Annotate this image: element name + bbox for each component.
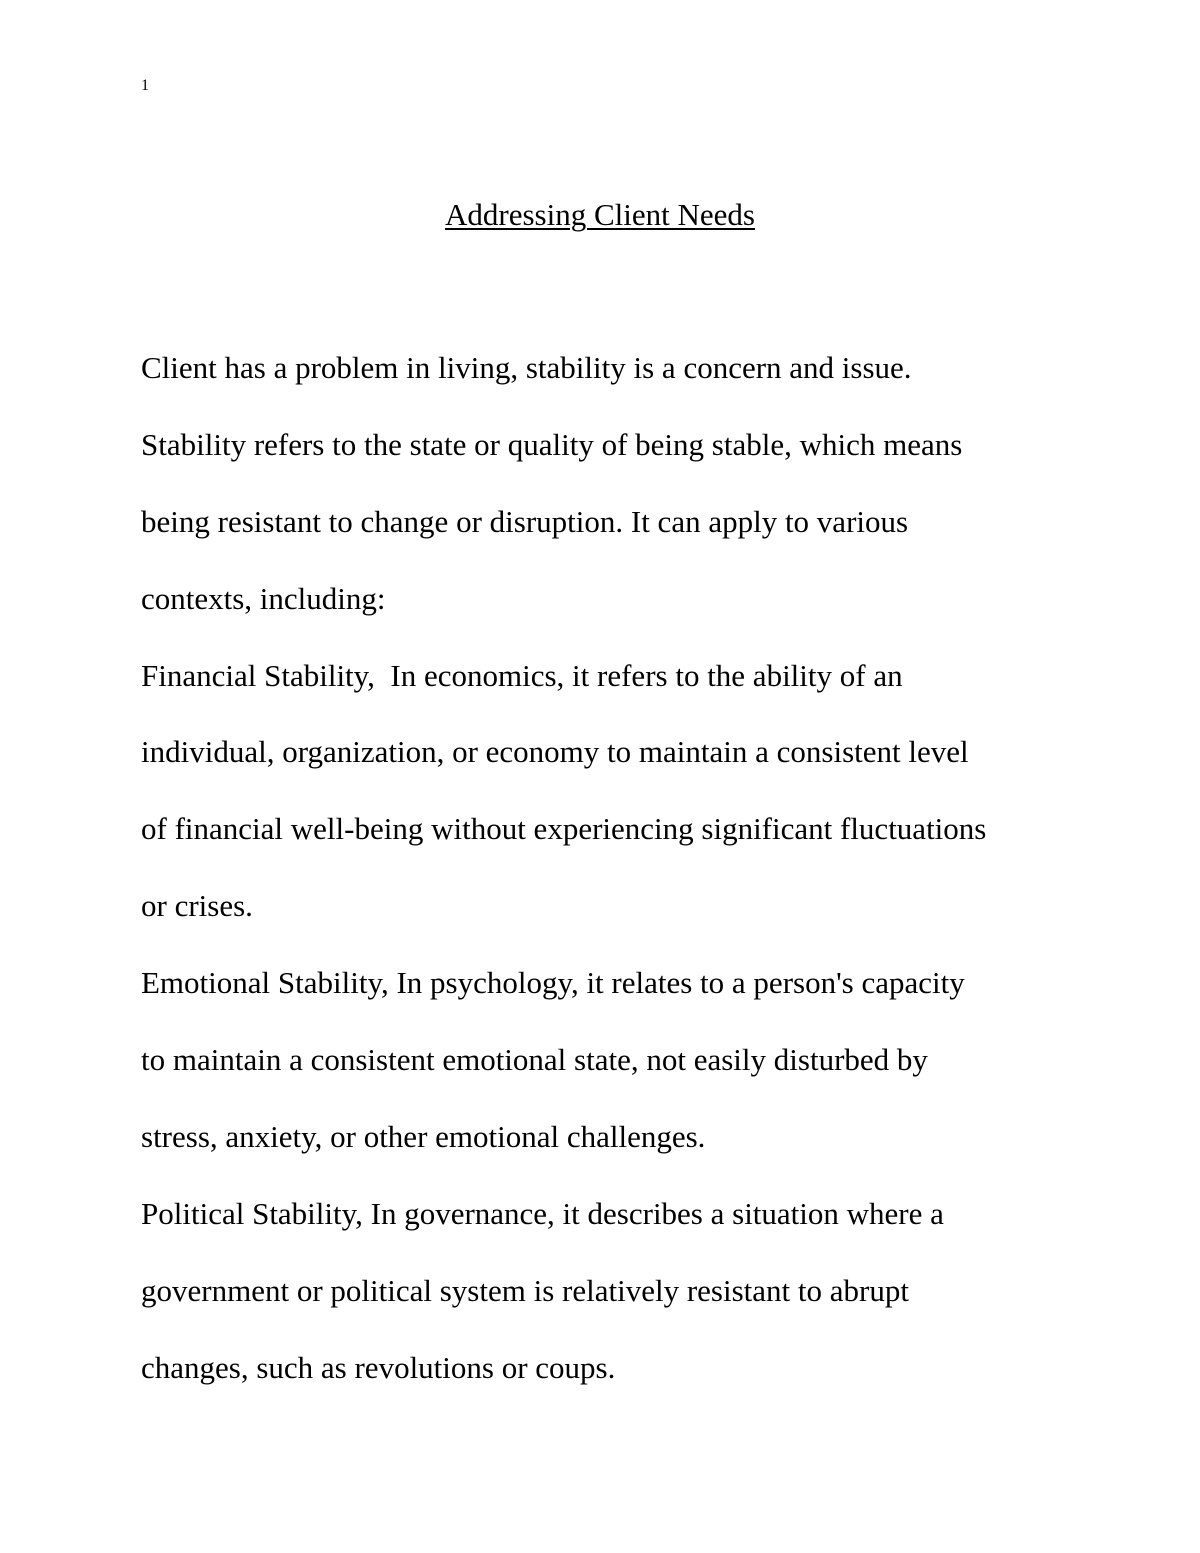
body-line: Financial Stability, In economics, it refers to the ability of an (141, 657, 903, 693)
body-line: Stability refers to the state or quality of being stable, which means (141, 426, 963, 462)
body-line: or crises. (141, 888, 253, 924)
body-line: to maintain a consistent emotional state, not easily disturbed by (141, 1042, 928, 1078)
body-line: Emotional Stability, In psychology, it relates to a person's capacity (141, 965, 965, 1001)
body-line: Political Stability, In governance, it describes a situation where a (141, 1195, 944, 1231)
document-title: Addressing Client Needs (445, 197, 755, 232)
body-line: stress, anxiety, or other emotional challenges. (141, 1118, 706, 1154)
document-body (141, 349, 1101, 1425)
body-line: changes, such as revolutions or coups. (141, 1349, 616, 1385)
body-line: of financial well-being without experiencing significant fluctuations (141, 811, 987, 847)
body-line: individual, organization, or economy to maintain a consistent level (141, 734, 969, 770)
body-line: government or political system is relatively resistant to abrupt (141, 1272, 909, 1308)
body-line: being resistant to change or disruption. It can apply to various (141, 503, 909, 539)
document-title-wrapper (0, 196, 1200, 234)
body-line: Client has a problem in living, stability is a concern and issue. (141, 350, 912, 385)
body-line: contexts, including: (141, 580, 386, 616)
page-number: 1 (141, 77, 149, 94)
